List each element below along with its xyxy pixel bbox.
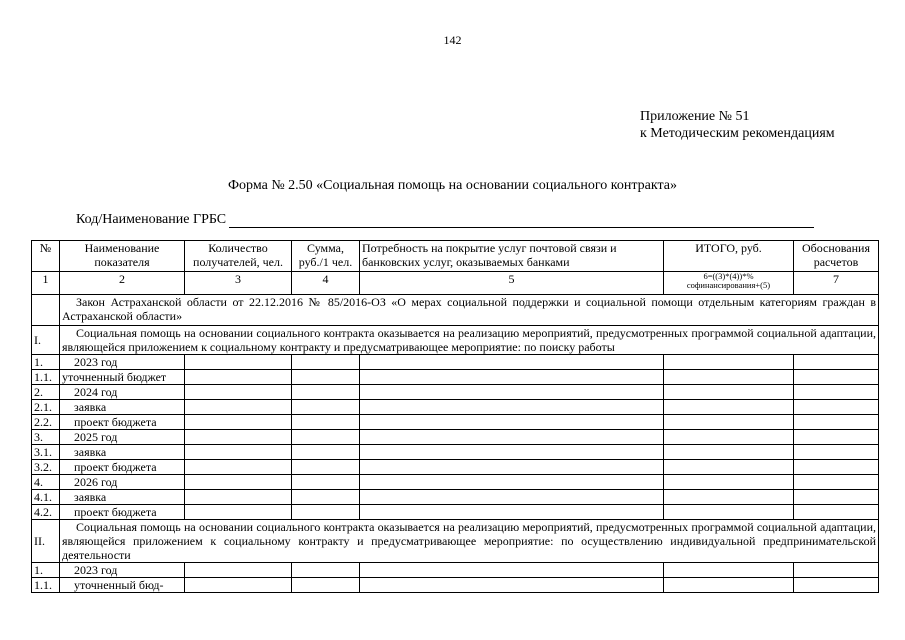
form-title: Форма № 2.50 «Социальная помощь на основании социального контракта» <box>228 178 677 193</box>
value-cell <box>292 415 360 430</box>
value-cell <box>664 578 794 593</box>
social-aid-table <box>31 240 879 593</box>
table-row <box>32 355 879 370</box>
value-cell <box>360 445 664 460</box>
row-number: 4. <box>32 475 60 490</box>
value-cell <box>664 430 794 445</box>
column-number-formula: 6=((3)*(4))*% софинансирования+(5) <box>664 272 794 295</box>
row-number: 2. <box>32 385 60 400</box>
value-cell <box>360 400 664 415</box>
indicator-name: уточненный бюд- <box>60 578 185 593</box>
column-number: 2 <box>60 272 185 295</box>
table-row <box>32 415 879 430</box>
column-number: 3 <box>185 272 292 295</box>
value-cell <box>360 355 664 370</box>
value-cell <box>360 475 664 490</box>
value-cell <box>664 400 794 415</box>
value-cell <box>664 370 794 385</box>
indicator-name: 2025 год <box>60 430 185 445</box>
section-2-row <box>32 520 879 563</box>
row-number: 2.1. <box>32 400 60 415</box>
value-cell <box>185 475 292 490</box>
column-number: 4 <box>292 272 360 295</box>
table-row <box>32 578 879 593</box>
value-cell <box>185 490 292 505</box>
value-cell <box>664 445 794 460</box>
section-text: Социальная помощь на основании социального контракта оказывается на реализацию мероприятий, предусмотренных программой социальной адаптации, являющейся приложением к социальному контракту и предусматривающее мероприятие: по осуществлению индивидуальной предпринимательской деятельности <box>62 520 876 562</box>
indicator-name: проект бюджета <box>60 505 185 520</box>
indicator-name: 2024 год <box>60 385 185 400</box>
value-cell <box>360 370 664 385</box>
appendix-line-2: к Методическим рекомендациям <box>640 126 835 141</box>
header-cell: ИТОГО, руб. <box>664 241 794 272</box>
value-cell <box>360 415 664 430</box>
indicator-name: проект бюджета <box>60 460 185 475</box>
row-number: 2.2. <box>32 415 60 430</box>
value-cell <box>185 385 292 400</box>
value-cell <box>664 475 794 490</box>
value-cell <box>664 563 794 578</box>
section-1-row <box>32 326 879 355</box>
value-cell <box>360 578 664 593</box>
row-number: 3.1. <box>32 445 60 460</box>
value-cell <box>664 355 794 370</box>
header-cell: № <box>32 241 60 272</box>
table-row <box>32 505 879 520</box>
row-number: 4.2. <box>32 505 60 520</box>
value-cell <box>360 563 664 578</box>
value-cell <box>292 578 360 593</box>
column-number: 1 <box>32 272 60 295</box>
table-row <box>32 475 879 490</box>
grbs-field <box>76 212 814 228</box>
value-cell <box>185 460 292 475</box>
table-row <box>32 370 879 385</box>
column-number: 5 <box>360 272 664 295</box>
table-row <box>32 430 879 445</box>
table-row <box>32 400 879 415</box>
header-cell: Обоснования расчетов <box>794 241 879 272</box>
value-cell <box>292 475 360 490</box>
row-number: 4.1. <box>32 490 60 505</box>
section-number: II. <box>32 520 60 563</box>
value-cell <box>292 460 360 475</box>
indicator-name: заявка <box>60 400 185 415</box>
value-cell <box>794 400 879 415</box>
value-cell <box>185 445 292 460</box>
value-cell <box>794 475 879 490</box>
table-row <box>32 563 879 578</box>
row-number: 1. <box>32 563 60 578</box>
value-cell <box>794 370 879 385</box>
value-cell <box>185 505 292 520</box>
value-cell <box>185 430 292 445</box>
indicator-name: проект бюджета <box>60 415 185 430</box>
value-cell <box>185 578 292 593</box>
value-cell <box>360 385 664 400</box>
row-number: 3. <box>32 430 60 445</box>
indicator-name: заявка <box>60 445 185 460</box>
section-text: Социальная помощь на основании социального контракта оказывается на реализацию мероприятий, предусмотренных программой социальной адаптации, являющейся приложением к социальному контракту и предусматривающее мероприятие: по поиску работы <box>62 326 876 354</box>
table-row <box>32 385 879 400</box>
table-row <box>32 445 879 460</box>
value-cell <box>664 385 794 400</box>
indicator-name: 2023 год <box>60 355 185 370</box>
value-cell <box>360 430 664 445</box>
value-cell <box>292 490 360 505</box>
indicator-name: 2023 год <box>60 563 185 578</box>
value-cell <box>794 460 879 475</box>
value-cell <box>664 505 794 520</box>
value-cell <box>794 355 879 370</box>
grbs-blank-line <box>229 214 814 228</box>
section-text-cell <box>60 520 879 563</box>
law-text: Закон Астраханской области от 22.12.2016 № 85/2016-ОЗ «О мерах социальной поддержки и социальной помощи отдельным категориям граждан в Астраханской области» <box>62 295 876 323</box>
row-number: 1.1. <box>32 578 60 593</box>
value-cell <box>292 370 360 385</box>
table-row <box>32 490 879 505</box>
value-cell <box>292 445 360 460</box>
page-number: 142 <box>443 33 462 47</box>
value-cell <box>794 445 879 460</box>
header-cell: Сумма, руб./1 чел. <box>292 241 360 272</box>
header-cell: Количество получателей, чел. <box>185 241 292 272</box>
value-cell <box>794 490 879 505</box>
value-cell <box>794 505 879 520</box>
indicator-name: уточненный бюджет <box>60 370 185 385</box>
appendix-line-1: Приложение № 51 <box>640 109 750 124</box>
value-cell <box>292 505 360 520</box>
value-cell <box>292 385 360 400</box>
table-row <box>32 460 879 475</box>
value-cell <box>360 505 664 520</box>
value-cell <box>794 578 879 593</box>
row-number: 3.2. <box>32 460 60 475</box>
value-cell <box>664 460 794 475</box>
value-cell <box>794 430 879 445</box>
appendix-note <box>640 108 835 142</box>
header-cell: Потребность на покрытие услуг почтовой связи и банковских услуг, оказываемых банками <box>360 241 664 272</box>
value-cell <box>185 355 292 370</box>
row-number: 1. <box>32 355 60 370</box>
indicator-name: заявка <box>60 490 185 505</box>
value-cell <box>360 490 664 505</box>
value-cell <box>185 415 292 430</box>
value-cell <box>794 563 879 578</box>
value-cell <box>292 355 360 370</box>
value-cell <box>794 415 879 430</box>
law-row <box>32 295 879 326</box>
value-cell <box>292 563 360 578</box>
grbs-label: Код/Наименование ГРБС <box>76 212 227 227</box>
value-cell <box>664 490 794 505</box>
header-cell: Наименование показателя <box>60 241 185 272</box>
value-cell <box>664 415 794 430</box>
section-number: I. <box>32 326 60 355</box>
value-cell <box>292 400 360 415</box>
value-cell <box>360 460 664 475</box>
column-number-row <box>32 272 879 295</box>
value-cell <box>794 385 879 400</box>
value-cell <box>185 563 292 578</box>
column-number: 7 <box>794 272 879 295</box>
header-row <box>32 241 879 272</box>
empty-cell <box>32 295 60 326</box>
value-cell <box>292 430 360 445</box>
law-text-cell <box>60 295 879 326</box>
indicator-name: 2026 год <box>60 475 185 490</box>
row-number: 1.1. <box>32 370 60 385</box>
value-cell <box>185 400 292 415</box>
value-cell <box>185 370 292 385</box>
section-text-cell <box>60 326 879 355</box>
